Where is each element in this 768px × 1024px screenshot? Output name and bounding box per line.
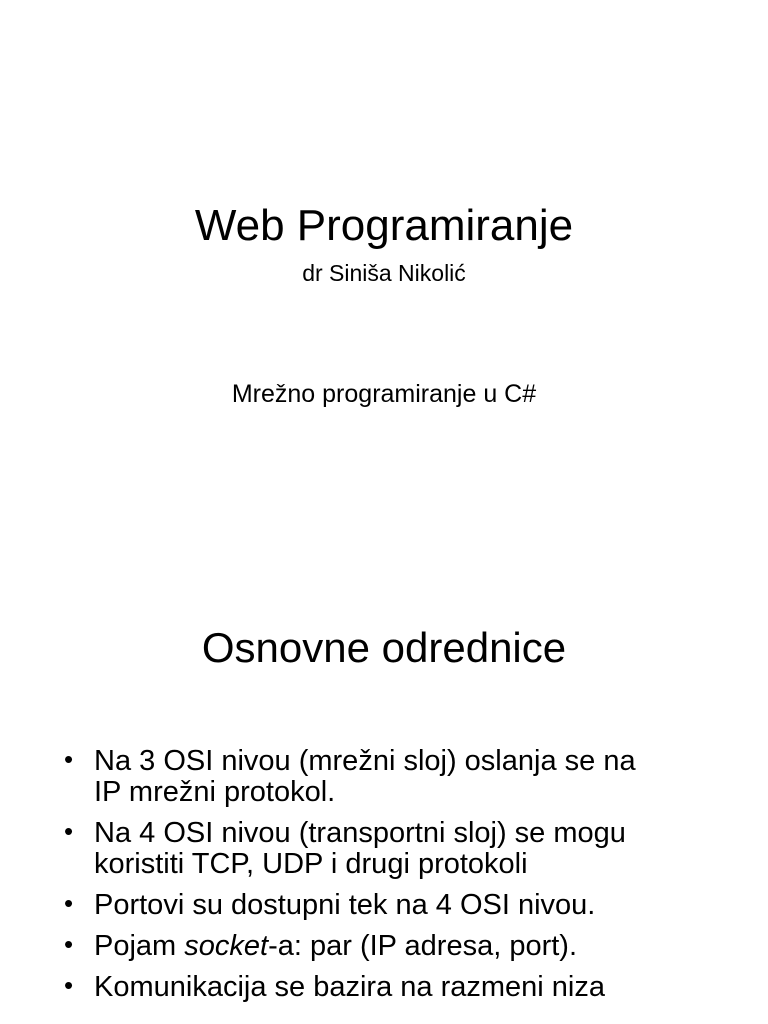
content-slide bbox=[0, 580, 768, 1024]
bullet-text-suffix: -a: par (IP adresa, port). bbox=[268, 930, 578, 962]
bullet-item bbox=[62, 818, 762, 880]
bullet-icon: • bbox=[64, 929, 74, 959]
author-name: dr Siniša Nikolić bbox=[302, 260, 466, 286]
bullet-icon: • bbox=[64, 744, 74, 774]
bullet-icon: • bbox=[64, 970, 74, 1000]
bullet-text: IP mrežni protokol. bbox=[94, 776, 336, 808]
bullet-icon: • bbox=[64, 816, 74, 846]
bullet-text bbox=[94, 931, 762, 962]
slide-title: Web Programiranje bbox=[194, 201, 574, 250]
bullet-text: Portovi su dostupni tek na 4 OSI nivou. bbox=[94, 889, 596, 921]
bullet-text: Na 4 OSI nivou (transportni sloj) se mogu bbox=[94, 817, 626, 849]
bullet-icon: • bbox=[64, 888, 74, 918]
bullet-list bbox=[62, 746, 762, 1013]
slide-subtitle: Mrežno programiranje u C# bbox=[231, 380, 537, 408]
bullet-item bbox=[62, 746, 762, 808]
slide-heading: Osnovne odrednice bbox=[201, 624, 567, 671]
bullet-item bbox=[62, 890, 762, 921]
bullet-item bbox=[62, 972, 762, 1003]
bullet-text-prefix: Pojam bbox=[94, 930, 185, 962]
bullet-text-italic: socket bbox=[184, 930, 269, 962]
bullet-text: koristiti TCP, UDP i drugi protokoli bbox=[94, 848, 528, 880]
bullet-text: Na 3 OSI nivou (mrežni sloj) oslanja se na bbox=[94, 745, 636, 777]
bullet-text: Komunikacija se bazira na razmeni niza bbox=[94, 971, 605, 1003]
bullet-item bbox=[62, 931, 762, 962]
